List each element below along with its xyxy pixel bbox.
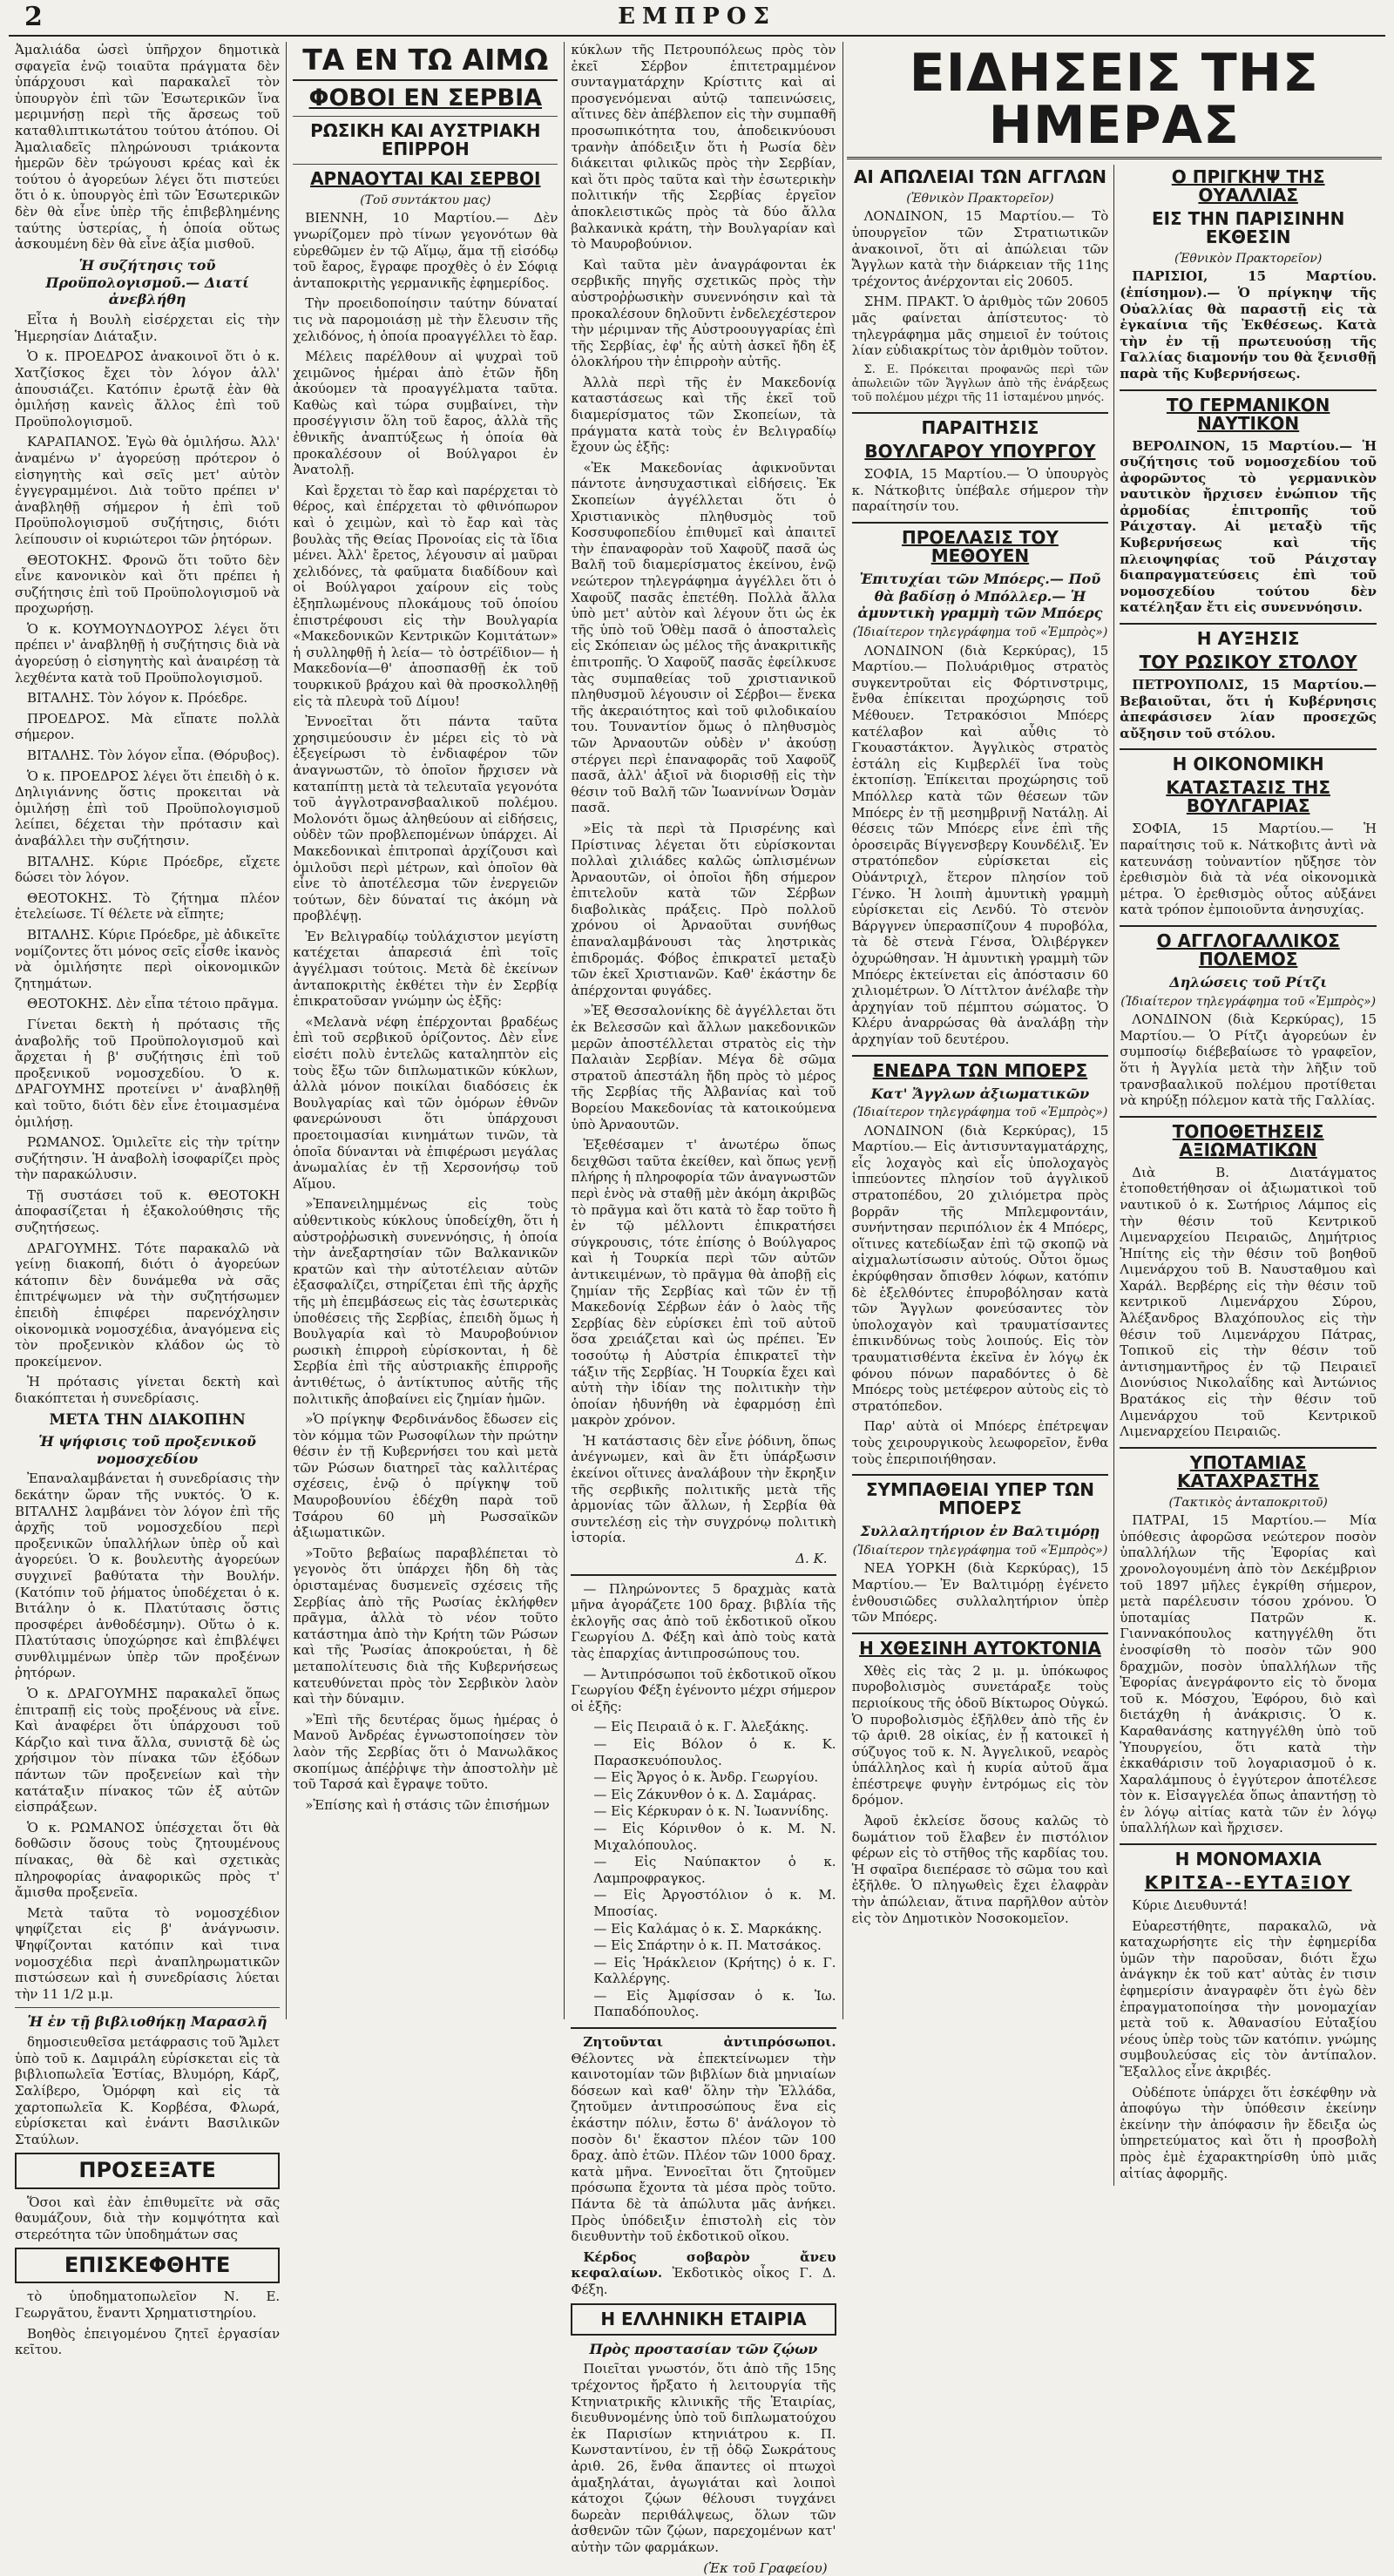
paragraph: τὸ ὑποδηματοπωλεῖον Ν. Ε. Γεωργᾶτου, ἔναντι Χρηματιστηρίου. [15, 2289, 281, 2322]
news-heading: ΕΙΣ ΤΗΝ ΠΑΡΙΣΙΝΗΝ ΕΚΘΕΣΙΝ [1151, 208, 1345, 247]
paragraph: Ἐξεθέσαμεν τ' ἀνωτέρω ὅπως δειχθῶσι ταῦτα ἐκείθεν, καὶ ὅπως γενῇ πλήρης ἡ πληροφορία τῶν ἀναγνωστῶν περὶ ἐνὸς νὰ σταθῇ μὲν ἀκόμη ἀκριβῶς τὸ πρᾶγμα καὶ ὅτι κατὰ τὸ ἔαρ τοῦτο ἢ ἐν τῷ μέλλοντι ἐπικρατήσει σύγκρουσις, τότε ἐπίσης ὁ Βούλγαρος καὶ ἡ Τουρκία περὶ τῶν αὐτῶν ἀντικειμένων, τὸ πρᾶγμα θὰ ἀποβῇ εἰς ζημίαν τῆς Σερβίας καὶ τῶν ἐν τῇ Μακεδονίᾳ Σέρβων ἐάν ὁ λαὸς τῆς Σερβίας δὲν εὑρίσκει ἐπὶ τοῦ αὐτοῦ ὅσα χρειάζεται καὶ ὡς πρέπει. Ἐν τοσούτῳ ἡ Αὐστρία ἐπικρατεῖ τὴν τάξιν τῆς Σερβίας. Ἡ Τουρκία ἔχει καὶ αὐτὴ τὴν ἰδίαν της πολιτικὴν τὴν ὁποίαν ἠδυνήθη νὰ ἐφαρμόσῃ ἐπὶ μακρὸν χρόνον. [571, 1137, 836, 1429]
news-of-the-day [843, 42, 1385, 2181]
paragraph: Σ. Ε. Πρόκειται προφανῶς περὶ τῶν ἀπωλειῶν τῶν Ἄγγλων ἀπὸ τῆς ἐνάρξεως τοῦ πολέμου μέχρι τῆς 11 ἱσταμένου μηνός. [851, 362, 1109, 404]
paragraph: Ἀλλὰ περὶ τῆς ἐν Μακεδονίᾳ καταστάσεως καὶ τῆς ἐκεῖ τοῦ διαμερίσματος τῶν Σκοπείων, τὰ πράγματα κατὰ τοὺς ἐν Βελιγραδίῳ ἔχουν ὡς ἑξῆς: [571, 374, 836, 456]
news-subcolumns [847, 165, 1382, 2186]
news-heading: ΥΠΟΤΑΜΙΑΣ ΚΑΤΑΧΡΑΣΤΗΣ [1176, 1451, 1320, 1491]
paragraph: ΠΕΤΡΟΥΠΟΛΙΣ, 15 Μαρτίου.— Βεβαιοῦται, ὅτι ἡ Κυβέρνησις ἀπεφάσισεν λίαν προσεχῶς αὔξησιν τοῦ στόλου. [1120, 677, 1377, 741]
paragraph: Ὁ κ. ΠΡΟΕΔΡΟΣ ἀνακοινοῖ ὅτι ὁ κ. Χατζίσκος ἔχει τὸν λόγον ἀλλ' ἀπουσιάζει. Κατόπιν ἐρωτᾷ ἐὰν θὰ ὁμιλήσῃ κανεὶς ἄλλος ἐπὶ τοῦ Προϋπολογισμοῦ. [15, 348, 281, 429]
divider [293, 116, 558, 117]
paragraph: Ἡ πρότασις γίνεται δεκτὴ καὶ διακόπτεται ἡ συνεδρίασις. [15, 1374, 281, 1407]
paragraph: Οὐδέποτε ὑπάρχει ὅτι ἐσκέφθην νὰ ἀποφύγω τὴν ὑπόθεσιν ἐκείνην ἐκείνην τὴν ἀπόφασιν ἣν ἔδειξα ὡς ὑπηρετεύματος καὶ ὅτι ἡ προσβολὴ πρὸς ἐμὲ ἐχαρακτηρίσθη ὑπὸ μιᾶς αἰτίας ἀφορμῆς. [1120, 2084, 1377, 2181]
divider [1120, 623, 1377, 625]
paragraph: Ὁ κ. ΠΡΟΕΔΡΟΣ λέγει ὅτι ἐπειδὴ ὁ κ. Δηλιγιάννης ὅστις προκειται νὰ ὁμιλήσῃ ἐπὶ τοῦ Προϋπολογισμοῦ λείπει, δέχεται τὴν πρότασιν καὶ ἀναβάλλει τὴν συζήτησιν. [15, 767, 281, 849]
paragraph: — Πληρώνοντες 5 δραχμὰς κατὰ μῆνα ἀγοράζετε 100 δραχ. βιβλία τῆς ἐκλογῆς σας ἀπὸ τοῦ ἐκδοτικοῦ οἴκου Γεωργίου Δ. Φέξη καὶ ἀπὸ τοὺς κατὰ τὰς ἐπαρχίας ἀντιπροσώπους του. [571, 1580, 836, 1661]
list-item: — Εἰς Κέρκυραν ὁ κ. Ν. Ἰωαννίδης. [593, 1803, 829, 1820]
paragraph: ΛΟΝΔΙΝΟΝ (διὰ Κερκύρας), 15 Μαρτίου.— Ὁ Ρίτζι ἀγορεύων ἐν συμποσίῳ διέβεβαίωσε τὸ γραφεῖον, ὅτι ἡ Ἀγγλία μετὰ τὴν λῆξιν τοῦ τρανσβααλικοῦ πολέμου προτίθεται νὰ κηρύξῃ πόλεμον κατὰ τῆς Γαλλίας. [1120, 1011, 1377, 1109]
column-3-continuation [565, 42, 842, 2576]
masthead [9, 0, 1385, 37]
ad-heading: ΕΠΙΣΚΕΦΘΗΤΕ [64, 2253, 231, 2278]
paragraph: »Ἐπὶ τῆς δευτέρας ὅμως ἡμέρας ὁ Μανοῦ Ἀνδρέας ἐγνωστοποίησεν τὸν λαὸν τῆς Σερβίας ὅτι ὁ Μανωλᾶκος σκοπίμως ἀπέῤῥιψε τὴν ἀποστολὴν μὲ τοῦ Ταρσά καὶ ἔγραψε τοῦτο. [293, 1711, 558, 1793]
news-subcolumn-b [1114, 165, 1382, 2186]
news-heading: ΠΑΡΑΙΤΗΣΙΣ [921, 417, 1039, 439]
paragraph: Ὁ κ. ΔΡΑΓΟΥΜΗΣ παρακαλεῖ ὅπως ἐπιτραπῇ εἰς τοὺς προξένους νὰ εἶνε. Καὶ ἀναφέρει ὅτι ὑπάρχουσι τοῦ Κάρζιο καὶ τινα ἄλλα, συνιστᾷ δὲ ὡς χρήσιμον τὸν πίνακα τῶν ἐξόδων πάντων τῶν προξενείων καὶ τὴν κατάταξιν πίνακος τῶν ἐξ αὐτῶν εἰσπράξεων. [15, 1686, 281, 1815]
paragraph: Εὐαρεστήθητε, παρακαλῶ, νὰ καταχωρήσητε εἰς τὴν ἐφημερίδα ὑμῶν τὴν παροῦσαν, διότι ἔχω ἀνάγκην ἐκ τοῦ κατ' αὐτὰς ἐν τισιν ἐφημερίσιν ἀναγραφὲν ὅτι ἐγὼ δὲν ἐπραγματοποίησα τὴν μονομαχίαν μετὰ τοῦ κ. Ἀθανασίου Εὐταξίου νέους ὑπὲρ τοὺς τῶν κατόπιν. γνώμης συμβουλεύσας εἰς τὸν ἀντίπαλον. Ἔξαλλος εἶνε ἀκριβές. [1120, 1917, 1377, 2079]
paragraph: Ἀμαλιάδα ὡσεὶ ὑπῆρχον δημοτικὰ σφαγεῖα ἐνῷ τοιαῦτα πράγματα δὲν ὑπάρχουσι καὶ παρακαλεῖ τὸν ὑπουργὸν ἐπὶ τῶν Ἐσωτερικῶν ἵνα μεριμνήσῃ περὶ τῆς ἄρσεως τοῦ καταθλιπτικωτάτου τούτου ἀτόπου. Οἱ Ἀμαλιαδεῖς πληρώνουσι τριάκοντα ἡμερῶν δὲν τρώγουσι κρέας καὶ ἐκ τούτου ὁ ἀγορεύων λέγει ὅτι πιστεύει ὅτι ὁ κ. ὑπουργὸς ἐπὶ τῶν Ἐσωτερικῶν δὲν θὰ εἶνε ὑπὲρ τῆς ἐπιβεβλημένης ταύτης ὑστερίας, ἡ ὁποία οὕτως ἀσκουμένη δὲν θὰ εἶνε ἀξία μισθοῦ. [15, 42, 281, 253]
paragraph: ΘΕΟΤΟΚΗΣ. Δὲν εἶπα τέτοιο πρᾶγμα. [27, 996, 279, 1012]
news-heading: ΚΡΙΤΣΑ--ΕΥΤΑΞΙΟΥ [1144, 1872, 1352, 1894]
column-2-balkans [287, 42, 565, 2019]
paragraph: ΒΙΤΑΛΗΣ. Τὸν λόγον εἶπα. (Θόρυβος). [27, 747, 281, 764]
column-1-parliament [9, 42, 287, 2358]
list-item: — Εἰς Βόλον ὁ κ. Κ. Παρασκευόπουλος. [593, 1735, 836, 1768]
notice-heading: Η ΕΛΛΗΝΙΚΗ ΕΤΑΙΡΙΑ [600, 2308, 807, 2329]
paragraph: ΛΟΝΔΙΝΟΝ (διὰ Κερκύρας), 15 Μαρτίου.— Εἰς ἀντισυνταγματάρχης, εἷς λοχαγὸς καὶ εἷς ὑπολοχαγὸς ἱππεύοντες πλησίον τοῦ ἀγγλικοῦ στρατοπέδου, 20 χιλιόμετρα πρὸς βορρᾶν τῆς Μπλεμφοντάιν, συνήντησαν περιπόλιον ἐκ 4 Μπόερς, οἵτινες κατεδίωξαν ἐπὶ τῷ σκοπῷ νὰ αἰχμαλωτίσωσιν αὐτούς. Οὗτοι ὅμως ἐκρύφθησαν ὄπισθεν λόφων, κατόπιν δὲ ἐξελθόντες ἐπυροβόλησαν κατὰ τῶν Ἄγγλων φονεύσαντες τὸν ὑπολοχαγὸν καὶ τραυματίσαντες ἐπικινδύνως τοὺς λοιπούς. Εἰς τὸν τραυματισθέντα ἐκεῖνα ἐν λόγῳ ἐκ φόνου πόνων παραδόντες ὁ δὲ Μπόερς τοὺς μετέφερον αὐτοὺς εἰς τὸ στρατόπεδον. [851, 1122, 1109, 1414]
news-source: (Ἐθνικὸν Πρακτορεῖον) [906, 192, 1054, 206]
paragraph: Ἐν Βελιγραδίῳ τοὐλάχιστον μεγίστη κατέχεται ἀπαρεσιά ἐπὶ τοῖς ἀγγέλμασι τούτοις. Μετὰ δὲ ἐκείνων ἀνταποκριτὴς ἐκθέτει τὴν ἐν Σερβίᾳ ἐπικρατοῦσαν γνώμην ὡς ἑξῆς: [293, 928, 558, 1010]
representatives-list [571, 1719, 836, 2020]
news-source: (Ἰδιαίτερον τηλεγράφημα τοῦ «Ἐμπρὸς») [852, 1105, 1108, 1120]
list-item: — Εἰς Κόρινθον ὁ κ. Μ. Ν. Μιχαλόπουλος. [593, 1820, 836, 1853]
section-subheading: Πρὸς προστασίαν τῶν ζῴων [589, 2340, 818, 2357]
news-heading: ΕΝΕΔΡΑ ΤΩΝ ΜΠΟΕΡΣ [872, 1059, 1088, 1081]
paragraph: »Ἐπίσης καὶ ἡ στάσις τῶν ἐπισήμων [305, 1796, 550, 1813]
divider [1120, 1843, 1377, 1845]
news-subcolumn-a [847, 165, 1115, 2186]
divider [1120, 748, 1377, 750]
byline: (Τοῦ συντάκτου μας) [360, 193, 491, 207]
section-banner: ΕΙΔΗΣΕΙΣ ΤΗΣ ΗΜΕΡΑΣ [847, 47, 1382, 159]
paragraph: Καὶ ταῦτα μὲν ἀναγράφονται ἐκ σερβικῆς πηγῆς σχετικῶς πρὸς τὴν αὐστροῤῥωσικὴν συνεννόησιν καὶ τὰ προκαλέσουν δηλοῦντι ἐνδελεχέστερον τὴν μέριμναν τῆς Αὐστροουγγαρίας ἐπὶ τῆς Σερβίας, ἐφ' ἧς αὐτὴ ἀσκεῖ ἤδη ἐξ ὁλοκλήρου τὴν ἐπιρροὴν αὐτῆς. [571, 256, 836, 370]
paragraph: ΚΑΡΑΠΑΝΟΣ. Ἐγὼ θὰ ὁμιλήσω. Ἀλλ' ἀναμένω ν' ἀγορεύσῃ πρότερον ὁ εἰσηγητὴς καὶ σεῖς μετ' αὐτὸν ἐγγεγραμμένοι. Διὰ τοῦτο πρέπει ν' ἀναβληθῇ σήμερον ἡ ἐπὶ τοῦ Προϋπολογισμοῦ συζήτησις, διότι λείπουσιν οἱ κυριώτεροι τῶν ῥητόρων. [15, 434, 281, 547]
headline-sub: ΑΡΝΑΟΥΤΑΙ ΚΑΙ ΣΕΡΒΟΙ [310, 167, 541, 189]
list-item: — Εἰς Καλάμας ὁ κ. Σ. Μαρκάκης. [593, 1920, 822, 1937]
news-heading: Η ΧΘΕΣΙΝΗ ΑΥΤΟΚΤΟΝΙΑ [859, 1637, 1101, 1659]
paragraph: ΔΡΑΓΟΥΜΗΣ. Τότε παρακαλῶ νὰ γείνῃ διακοπή, διότι ὁ ἀγορεύων κάτοπιν δὲν δυνάμεθα νὰ σᾶς ἐπιτρέψωμεν νὰ τὴν συζητήσωμεν ἐπειδὴ ἐπιφέρει παρενόχλησιν οἰκονομικὰ νομοσχέδια, ἀναγόμενα εἰς τὸν προξενικὸν κλάδον ὡς τὸ προκείμενον. [15, 1240, 281, 1369]
news-heading: Ο ΑΓΓΛΟΓΑΛΛΙΚΟΣ ΠΟΛΕΜΟΣ [1156, 930, 1340, 970]
paragraph: »Ἐξ Θεσσαλονίκης δὲ ἀγγέλλεται ὅτι ἐκ Βελεσσῶν καὶ ἄλλων μακεδονικῶν μερῶν ἀποστέλλεται στρατὸς εἰς τὴν Παλαιὰν Σερβίαν. Μέγα δὲ σῶμα στρατοῦ ἀπεστάλη ἤδη πρὸς τὸ μέρος τῆς Σερβίας τῆς Ἀλβανίας καὶ τοῦ Βορείου Μακεδονίας τὰ κατοικούμενα ὑπὸ Ἀρναουτῶν. [571, 1003, 836, 1132]
divider [571, 1574, 836, 1576]
paragraph: δημοσιευθεῖσα μετάφρασις τοῦ Ἄμλετ ὑπὸ τοῦ κ. Δαμιράλη εὑρίσκεται εἰς τὰ βιβλιοπωλεῖα Ἑστίας, Βλυμόρη, Κάρζ, Σαλίβερο, Ὁμόρφη καὶ εἰς τὰ χαρτοπωλεῖα Κ. Κορβέσα, Φλωρά, εὑρίσκεται καὶ ἐνάντι Βασιλικῶν Σταύλων. [15, 2034, 281, 2147]
newspaper-name: ΕΜΠΡΟΣ [618, 3, 776, 30]
news-lead: Κατ' Ἄγγλων ἀξιωματικῶν [870, 1085, 1090, 1102]
page-number: 2 [24, 2, 43, 32]
news-heading: Η ΑΥΞΗΣΙΣ [1196, 628, 1300, 650]
paragraph: Χθὲς εἰς τὰς 2 μ. μ. ὑπόκωφος πυροβολισμὸς συνετάραξε τοὺς περιοίκους τῆς ὁδοῦ Βίκτωρος Οὐγκώ. Ὁ πυροβολισμὸς ἐξῆλθεν ἀπὸ τῆς ἐν τῷ ἀριθ. 28 οἰκίας, ἐν ᾗ κατοικεῖ ἡ σύζυγος τοῦ κ. Ν. Ἀγγελικοῦ, νεαρὸς ὑπάλληλος καὶ ἡ κυρία αὐτοῦ ἅμα ἐπέστρεψε φυγὴν ἐντρόμως εἰς τὸν δρόμον. [851, 1662, 1109, 1809]
paragraph: ΒΙΤΑΛΗΣ. Κύριε Πρόεδρε, μὲ ἀδικεῖτε νομίζοντες ὅτι μόνος σεῖς εἶσθε ἱκανὸς νὰ ὁμιλήσητε περὶ οἰκονομικῶν ζητημάτων. [15, 926, 281, 991]
news-heading: Η ΜΟΝΟΜΑΧΙΑ [1174, 1849, 1322, 1870]
paragraph: Διὰ Β. Διατάγματος ἐτοποθετήθησαν οἱ ἀξιωματικοὶ τοῦ ναυτικοῦ ὁ κ. Σωτήριος Λάμπος εἰς τὴν θέσιν τοῦ Κεντρικοῦ Λιμεναρχείου Πειραιῶς, Δημήτριος Ἠπίτης εἰς τὴν θέσιν τοῦ βοηθοῦ Λιμενάρχου τοῦ Β. Ναυσταθμου καὶ Χαράλ. Βερβέρης εἰς τὴν θέσιν τοῦ κεντρικοῦ Λιμενάρχου Σύρου, Ἀλέξανδρος Βλαχόπουλος εἰς τὴν θέσιν τοῦ Λιμενάρχου Πάτρας, Τοπικοῦ εἰς τὴν θέσιν τοῦ ἀντισημαντῆρος ἐν τῷ Πειραιεῖ Διονύσιος Νικολαΐδης καὶ Ἀντώνιος Βρατάκος εἰς τὴν θέσιν τοῦ Λιμενάρχου τοῦ Κεντρικοῦ Λιμεναρχείου Πειραιῶς. [1120, 1164, 1377, 1440]
paragraph [571, 2034, 836, 2245]
list-item: — Εἰς Σπάρτην ὁ κ. Π. Ματσάκος. [593, 1937, 822, 1954]
list-item: — Εἰς Ἄργος ὁ κ. Ἀνδρ. Γεωργίου. [593, 1769, 819, 1786]
divider [1120, 1447, 1377, 1449]
paragraph [571, 2249, 836, 2298]
paragraph: Ὁ κ. ΚΟΥΜΟΥΝΔΟΥΡΟΣ λέγει ὅτι πρέπει ν' ἀναβληθῇ ἡ συζήτησις διὰ νὰ ἀγορεύσῃ ὁ εἰσηγητὴς καὶ ἀναιρέσῃ τὰ λεχθέντα κατὰ τοῦ Προϋπολογισμοῦ. [15, 620, 281, 686]
news-heading: ΣΥΜΠΑΘΕΙΑΙ ΥΠΕΡ ΤΩΝ ΜΠΟΕΡΣ [865, 1479, 1094, 1519]
news-source: (Τακτικὸς ἀνταποκριτοῦ) [1168, 1495, 1328, 1510]
divider [1120, 925, 1377, 927]
news-heading: ΚΑΤΑΣΤΑΣΙΣ ΤΗΣ ΒΟΥΛΓΑΡΙΑΣ [1166, 777, 1330, 817]
ad-box [15, 2248, 280, 2283]
news-lead: Ἐπιτυχίαι τῶν Μπόερς.— Ποῦ θὰ βαδίσῃ ὁ Μπόλλερ.— Ἡ ἀμυντικὴ γραμμὴ τῶν Μπόερς [857, 570, 1103, 622]
divider [852, 1055, 1109, 1057]
paragraph: Ποιεῖται γνωστόν, ὅτι ἀπὸ τῆς 15ης τρέχοντος ἤρξατο ἡ λειτουργία τῆς Κτηνιατρικῆς κλινικῆς τῆς Ἑταιρίας, διευθυνομένης ὑπὸ τοῦ διπλωματούχου ἐκ Παρισίων κτηνιάτρου κ. Π. Κωνσταντίνου, ἐν τῇ ὁδῷ Σωκράτους ἀριθ. 26, ἔνθα ἅπαντες οἱ πτωχοὶ ἀμαξηλάται, ἀγωγιάται καὶ λοιποὶ κάτοχοι ζῴων θέλουσι τυγχάνει δωρεὰν περιθάλψεως, ὅλων τῶν ἀσθενῶν τῶν ζῴων, παρεχομένων κατ' αὐτὴν τῶν φαρμάκων. [571, 2361, 836, 2555]
news-heading: Η ΟΙΚΟΝΟΜΙΚΗ [1172, 754, 1324, 775]
section-subheading: Ἡ ψήφισις τοῦ προξενικοῦ νομοσχεδίου [38, 1432, 256, 1467]
paragraph: Τὴν προειδοποίησιν ταύτην δύναταί τις νὰ παρομοιάσῃ μὲ τὴν ἔλευσιν τῆς χελιδόνος, ἡ ὁποία προαγγέλλει τὸ ἔαρ. [293, 295, 558, 344]
paragraph: »Τοῦτο βεβαίως παραβλέπεται τὸ γεγονὸς ὅτι ὑπάρχει ἤδη δὴ τὰς ὁρισταμένας δυσμενεῖς σχέσεις τῆς Σερβίας ἀπὸ τῆς Ρωσίας ἐκλήφθεν πρᾶγμα, ἀλλὰ τὸ νέον τοῦτο κατάστημα ἀπὸ τὴν Κρήτη τῶν Ρώσων καὶ τῆς Ῥωσίας ἀποκρούεται, ἡ δὲ μεταπολίτευσις διὰ τῆς Κυβερνήσεως κατευθύνεται πρὸς τὸν Σερβικὸν λαὸν καὶ τὴν δύναμιν. [293, 1545, 558, 1707]
news-lead: Συλλαλητήριον ἐν Βαλτιμόρῃ [860, 1523, 1100, 1540]
news-source: (Ἰδιαίτερον τηλεγράφημα τοῦ «Ἐμπρὸς») [1120, 994, 1377, 1009]
paragraph: ΠΡΟΕΔΡΟΣ. Μὰ εἴπατε πολλὰ σήμερον. [15, 710, 281, 743]
paragraph: ΘΕΟΤΟΚΗΣ. Φρονῶ ὅτι τοῦτο δὲν εἶνε κανονικὸν καὶ ὅτι πρέπει ἡ συζήτησις ἐπὶ τοῦ Προϋπολογισμοῦ νὰ προχωρήσῃ. [15, 551, 281, 617]
paragraph: «Μελανὰ νέφη ἐπέρχονται βραδέως ἐπὶ τοῦ σερβικοῦ ὁρίζοντος. Δὲν εἶνε εἰσέτι πολὺ ἐντελῶς καταληπτὸν εἰς τοὺς ἔξω τῶν διπλωματικῶν κύκλων, ἀλλὰ μόνον ποικίλαι διαδόσεις ἐκ Βουλγαρίας καὶ τῶν ὁμόρων ἐθνῶν φανερώνουσι ὅτι ὑπάρχουσι προετοιμασίαι κινημάτων τινῶν, τὰ ὁποῖα δύνανται νὰ ἐπιφέρωσι μεγάλας ἀνωμαλίας ἐν τῇ Χερσονήσῳ τοῦ Αἵμου. [293, 1013, 558, 1192]
paragraph: ΛΟΝΔΙΝΟΝ, 15 Μαρτίου.— Τὸ ὑπουργεῖον τῶν Στρατιωτικῶν ἀνακοινοῖ, ὅτι αἱ ἀπώλειαι τῶν Ἄγγλων κατὰ τὴν διάρκειαν τῆς 11ης τρέχοντος ἀνέρχονται εἰς 20605. [851, 208, 1109, 289]
divider [1120, 389, 1377, 391]
news-lead: Δηλώσεις τοῦ Ρίτζι [1169, 973, 1328, 991]
headline: ΤΑ ΕΝ ΤΩ ΑΙΜΩ [293, 45, 558, 81]
paragraph: Ἡ κατάστασις δὲν εἶνε ῥόδινη, ὅπως ἀνέγνωμεν, καὶ ἂν ἔτι ὑπάρξωσιν ἐκείνοι οἵτινες ἀναλάβουν τὴν ἔκρηξιν τῆς σερβικῆς πολιτικῆς μετὰ τῆς ἁρμονίας τῶν ἄλλων, ἡ Σερβία θὰ συντελέσῃ εἰς τὴν συγχρόνῳ πολιτικὴ ἱστορία. [571, 1432, 836, 1546]
paragraph: «Ἐκ Μακεδονίας ἀφικνοῦνται πάντοτε ἀνησυχαστικαὶ εἰδήσεις. Ἐκ Σκοπείων ἀγγέλλεται ὅτι ὁ Χριστιανικὸς πληθυσμὸς τοῦ Κοσσυφοπεδίου ἐπιθυμεῖ καὶ ἀπαιτεῖ τὴν ἐπαναφορὰν τοῦ Χαφοῦζ πασᾶ ὡς Βαλῆ τοῦ διαμερίσματος ἐκείνου, ἐνῷ νεώτερον τηλεγράφημα ἀγγέλλει ὅτι ὁ Χαφοῦζ πασᾶς ἐπετέθη. Πολλὰ ἄλλα ὑπὸ μετ' αὐτὸν καὶ λέγουν ὅτι ὡς ἐκ τῆς ὑπὸ τοῦ Ὁθὲμ πασᾶ ὁ ἀποσταλεὶς εἰς Σκόπειαν ὡς μέλος τῆς ἀνακριτικῆς ἐπιτροπῆς. Ὁ Χαφοῦζ πασᾶς ἐφείλκυσε τὰς συμπαθείας τοῦ χριστιανικοῦ πληθυσμοῦ λέγουσιν οἱ Σέρβοι— ἕνεκα τῆς ἀκεραιότητος καὶ τοῦ φιλοδικαίου του. Τουναντίον ὅμως ὁ πληθυσμὸς τῶν Ἀρναουτῶν οὐδὲν ν' ἀκούσῃ στέργει περὶ ἐπαναφορᾶς τοῦ Χαφοῦζ πασᾶ, ἀλλ' ἀξιοῖ νὰ διορισθῇ εἰς τὴν θέσιν τοῦ Βαλῆ τῶν Ἰωαννίνων Ὀσμὰν πασᾶ. [571, 459, 836, 816]
paragraph: Παρ' αὐτὰ οἱ Μπόερς ἐπέτρεψαν τοὺς χειρουργικοὺς λεωφορεῖον, ἔνθα τοὺς ἐπεριποιήθησαν. [851, 1418, 1109, 1467]
section-heading: ΜΕΤΑ ΤΗΝ ΔΙΑΚΟΠΗΝ [49, 1410, 246, 1429]
paragraph: Ἀφοῦ ἐκλείσε ὅσους καλῶς τὸ δωμάτιον τοῦ ἔλαβεν ἐν πιστόλιον φέρων εἰς τὸ στῆθος τῆς καρδίας του. Ἡ σφαῖρα διεπέρασε τὸ σῶμα του καὶ ἐξῆλθε. Ὁ πληγωθεὶς ἔχει ἐλαφρὰν τὴν ἀπώλειαν, ἅτινα παρῆλθον αὐτὸν εἰς τὸν Δημοτικὸν Νοσοκομεῖον. [851, 1813, 1109, 1926]
source-note: (Ἐκ τοῦ Γραφείου) [703, 2559, 828, 2576]
news-heading: ΤΟΥ ΡΩΣΙΚΟΥ ΣΤΟΛΟΥ [1139, 652, 1357, 673]
news-heading: ΠΡΟΕΛΑΣΙΣ ΤΟΥ ΜΕΘΟΥΕΝ [901, 526, 1059, 566]
paragraph: ΒΙΤΑΛΗΣ. Τὸν λόγον κ. Πρόεδρε. [27, 690, 248, 707]
ad-box [15, 2153, 280, 2188]
paragraph: κύκλων τῆς Πετρουπόλεως πρὸς τὸν ἐκεῖ Σέρβον ἐπιτετραμμένον συνταγματάρχην Κρίστιτς καὶ αἱ προσγενόμεναι αὐτῷ ταπεινώσεις, αἵτινες δὲν ἀπέβλεπον εἰς τὴν συμπαθῆ προσωπικότητα του, ἀποδεικνύουσι τρανὴν ἀπόδειξιν ὅτι ἡ Ρωσία δὲν διάκειται φιλικῶς πρὸς τὴν Σερβίαν, καὶ ὅτι πρὸς ταῦτα καὶ τὴν ἐσωτερικὴν πολιτικήν τῆς Σερβίας ἐργεῖον ἀποκλειστικῶς πρὸς τὰ δύο ἄλλα βαλκανικὰ κράτη, τὴν Βουλγαρίαν καὶ τὸ Μαυροβούνιον. [571, 42, 836, 253]
paragraph: ΣΗΜ. ΠΡΑΚΤ. Ὁ ἀριθμὸς τῶν 20605 μᾶς φαίνεται ἀπίστευτος· τὸ τηλεγράφημα μᾶς σημειοῖ ἐν τούτοις λίαν εὐδιακρίτως τὸν ἀριθμὸν τοῦτον. [851, 294, 1109, 359]
body-text: Ἐκδοτικὸς οἶκος Γ. Δ. Φέξη. [571, 2265, 836, 2297]
news-source: (Ἰδιαίτερον τηλεγράφημα τοῦ «Ἐμπρὸς») [852, 625, 1108, 640]
news-heading: ΒΟΥΛΓΑΡΟΥ ΥΠΟΥΡΓΟΥ [864, 441, 1096, 463]
lead-text: Κέρδος σοβαρὸν ἄνευ κεφαλαίων. [571, 2248, 836, 2282]
news-heading: ΑΙ ΑΠΩΛΕΙΑΙ ΤΩΝ ΑΓΓΛΩΝ [853, 166, 1106, 187]
list-item: — Εἰς Ζάκυνθον ὁ κ. Δ. Σαμάρας. [593, 1786, 817, 1802]
paragraph: »Ἐπανειλημμένως εἰς τοὺς αὐθεντικοὺς κύκλους ὑποδείχθη, ὅτι ἡ αὐστροῤῥωσικὴ συνεννόησις, ἡ ὁποία τὴν ἀνεξαρτησίαν τῶν Βαλκανικῶν κρατῶν καὶ τὴν αὐτοτέλειαν αὐτῶν ἐξασφαλίζει, στηρίζεται ἐπὶ τῆς ἀρχῆς τῆς μὴ ἐπεμβάσεως εἰς τὰς ἐσωτερικὰς ὑποθέσεις τῆς Σερβίας, ἐπειδὴ ὅμως ἡ Βουλγαρία καὶ τὸ Μαυροβούνιον ρωσικὴ ἐπιρροὴ εὑρίσκονται, ἡ δὲ Σερβία ἐπὶ τῆς αὐστριακῆς ἐπιρροῆς ἀντιθέτως, ὁ ἀντίκτυπος αὐτῆς τῆς πολιτικῆς ἀποβαίνει εἰς ζημίαν ἡμῶν. [293, 1196, 558, 1407]
paragraph: ΠΑΡΙΣΙΟΙ, 15 Μαρτίου. (ἐπίσημον).— Ὁ πρίγκηψ τῆς Οὐαλλίας θὰ παραστῇ εἰς τὰ ἐγκαίνια τῆς Ἐκθέσεως. Κατὰ τὴν ἐν τῇ πρωτευούσῃ τῆς Γαλλίας διαμονήν του θὰ ξενισθῇ παρὰ τῆς Κυβερνήσεως. [1120, 268, 1377, 382]
news-source: (Ἐθνικὸν Πρακτορεῖον) [1174, 252, 1323, 266]
ad-heading: ΠΡΟΣΕΞΑΤΕ [78, 2158, 216, 2183]
news-heading: Ο ΠΡΙΓΚΗΨ ΤΗΣ ΟΥΑΛΛΙΑΣ [1171, 166, 1325, 206]
headline-sub: ΡΩΣΙΚΗ ΚΑΙ ΑΥΣΤΡΙΑΚΗ ΕΠΙΡΡΟΗ [310, 119, 541, 159]
paragraph: ΡΩΜΑΝΟΣ. Ὁμιλεῖτε εἰς τὴν τρίτην συζήτησιν. Ἡ ἀναβολὴ ἰσοφαρίζει πρὸς τὴν παρακώλυσιν. [15, 1134, 281, 1183]
paragraph: Ἐπαναλαμβάνεται ἡ συνεδρίασις τὴν δεκάτην ὥραν τῆς νυκτός. Ὁ κ. ΒΙΤΑΛΗΣ λαμβάνει τὸν λόγον ἐπὶ τῆς ἀρχῆς τοῦ νομοσχεδίου περὶ προξενικῶν ὑπαλλήλων ὑπὲρ οὗ καὶ ἀγορεύει. Ὁ κ. βουλευτὴς ἀγορεύων συγχινεῖ βαθύτατα τὴν Βουλήν. (Κατόπιν τοῦ ῥήματος ὑποδέχεται ὁ κ. Βιτάλην ὁ κ. Πλατύτασις ὅστις προσφέρει ἀνθοδέσμην). Οὕτω ὁ κ. Πλατύτασις ὑποχώρησε καὶ ἐπιβλέψει συνθλιμμένων ὑπὲρ τῶν προξένων ῥητόρων. [15, 1471, 281, 1681]
paragraph: Ὁ κ. ΡΩΜΑΝΟΣ ὑπέσχεται ὅτι θὰ δοθῶσιν ὅσους τοὺς ζητουμένους πίνακας, θὰ δὲ καὶ σχετικὰς πληροφορίας ἀναφορικῶς πρὸς τ' ἄμισθα προξενεῖα. [15, 1819, 281, 1901]
list-item: — Εἰς Πειραιᾶ ὁ κ. Γ. Ἀλεξάκης. [593, 1719, 809, 1735]
paragraph: Μέλεις παρέλθουν αἱ ψυχραὶ τοῦ χειμῶνος ἡμέραι ἀπὸ ἐτῶν ἤδη ἀκούομεν τὰ προαγγέλματα ταῦτα. Καθὼς καὶ τώρα συμβαίνει, τὴν προσέγγισιν ὅλη τοῦ ἔαρος, ἀλλὰ τῆς ἐθνικῆς ἀναπτύξεως ἡ ὁποία θὰ προκαλέσουν οἱ Βούλγαροι ἐν Ἀνατολῇ. [293, 348, 558, 478]
headline-sub: ΦΟΒΟΙ ΕΝ ΣΕΡΒΙΑ [308, 84, 543, 112]
divider [852, 412, 1109, 414]
paragraph: Γίνεται δεκτὴ ἡ πρότασις τῆς ἀναβολῆς τοῦ Προϋπολογισμοῦ καὶ ἄρχεται ἡ β' συζήτησις ἐπὶ τοῦ προξενικοῦ νομοσχεδίου. Ὁ κ. ΔΡΑΓΟΥΜΗΣ προτείνει ν' ἀναβληθῇ καὶ τοῦτο, διότι δὲν εἶνε ἑτοιμασμένα ὁμιλήσῃ. [15, 1016, 281, 1130]
news-heading: ΤΟ ΓΕΡΜΑΝΙΚΟΝ ΝΑΥΤΙΚΟΝ [1166, 394, 1330, 434]
divider [571, 2027, 836, 2029]
paragraph: ΒΙΕΝΝΗ, 10 Μαρτίου.— Δὲν γνωρίζομεν πρὸ τίνων γεγονότων θὰ εὑρεθῶμεν ἐν τῷ Αἵμῳ, ἅμα τῇ εἰσόδῳ τοῦ ἔαρος, ἔγραφε προχθὲς ὁ ἐν Σόφιᾳ ἀνταποκριτὴς γερμανικῆς ἐφημερίδος. [293, 210, 558, 291]
paragraph: ΛΟΝΔΙΝΟΝ (διὰ Κερκύρας), 15 Μαρτίου.— Πολυάριθμος στρατὸς συγκεντροῦται εἰς Φόρτινστριμς, ἔνθα ἐπίκειται προχώρησις τοῦ Μέθουεν. Τετρακόσιοι Μπόερς κατέλαβον καὶ αὖθις τὸ Γκουαστάκτον. Ἀγγλικὸς στρατὸς ἐστάλη εἰς Κιμβερλέϊ ἵνα τοὺς ἐκτοπίσῃ. Ἐπίκειται προχώρησις τοῦ Μπόλλερ κατὰ τῶν θέσεων τῶν Μπόερς ἐν τῇ μεσημβρινῇ Νατάλῃ. Αἱ θέσεις τῶν Μπόερς εἶνε ἐπὶ τῆς ὁροσειρᾶς Βίγγενσβεργ Κουνδέλιξ. Ἐν στρατόπεδον εὑρίσκεται εἰς Οὐάντριχλ, ἕτερον πλησίον τοῦ Γένκο. Ἡ λοιπὴ ἀμυντικὴ γραμμὴ εὑρίσκεται εἰς Λενδύ. Τὸ στενὸν Βάργγνεν ὑπερασπίζουν 4 πυροβόλα, τὰ δὲ στενὰ Γένσα, Ὀλιβέργκεν ὀχυρώθησαν. Ἡ ἀμυντικὴ γραμμὴ τῶν Μπόερς ἐκτείνεται εἰς ἀπόστασιν 60 χιλιομέτρων. Ὁ Λίττλτον ἀνέλαβε τὴν ἀρχηγίαν τοῦ πέμπτου σώματος. Ὁ Κλέρυ ἀναρρώσας θὰ ἀναλάβῃ τὴν ἀρχηγίαν τοῦ δευτέρου. [851, 642, 1109, 1047]
divider [852, 1633, 1109, 1634]
section-heading: Ἡ ἐν τῇ βιβλιοθήκῃ Μαρασλῆ [27, 2013, 267, 2031]
divider [1120, 1116, 1377, 1118]
paragraph: ΣΟΦΙΑ, 15 Μαρτίου.— Ἡ παραίτησις τοῦ κ. Νάτκοβιτς ἀντὶ νὰ κατευνάσῃ τοὐναντίον ηὔξησε τὸν ἐρεθισμὸν διὰ τὰ νέα οἰκονομικὰ μέτρα. Ὁ ἐρεθισμὸς οὗτος αὐξάνει κατὰ τρόπον ἐμποιοῦντα ἀνησυχίας. [1120, 821, 1377, 918]
paragraph: ΒΕΡΟΛΙΝΟΝ, 15 Μαρτίου.— Ἡ συζήτησις τοῦ νομοσχεδίου τοῦ ἀφορῶντος τὸ γερμανικὸν ναυτικὸν ἤρχισεν ἐνώπιον τῆς ἀρμοδίας ἐπιτροπῆς τοῦ Ράιχσταγ. Αἱ μεταξὺ τῆς Κυβερνήσεως καὶ τῆς πλειοψηφίας τοῦ Ράιχσταγ διαπραγματεύσεις ἐπὶ τοῦ νομοσχεδίου τούτου δὲν κατέληξαν ἔτι εἰς συνεννόησιν. [1120, 437, 1377, 616]
paragraph: ΠΑΤΡΑΙ, 15 Μαρτίου.— Μία ὑπόθεσις ἀφορῶσα νεώτερον ποσὸν ὑπαλλήλων τῆς Ἐφορίας καὶ χρονολογουμένη ἀπὸ τὸν Δεκέμβριον τοῦ 1897 μῆλες ἐγκρίθη σήμερον, μετὰ παρέλευσιν τόσου χρόνου. Ὁ ὑποταμίας Πατρῶν κ. Γιαννακόπουλος κατηγγέλθη ὅτι ἐνοσφίσθη τὸ ποσὸν τῶν 900 δραχμῶν, ποσὸν ὑπαλλήλων τῆς Ἐφορίας ἀνεγράφοντο εἰς τὸ ὄνομα τοῦ κ. Μόσχου, Ἐφόρου, διὸ καὶ διετάχθη ἡ ἀνάκρισις. Ὁ κ. Καραθανάσης κατηγγέλθη ὑπὸ τοῦ Ὑπουργείου, ὅτι κατὰ τὴν ἐκκαθάρισιν τοῦ λογαριασμοῦ ὁ κ. Χαραλάμπους ὁ ἐγγύτερον ἀποτέλεσε τὸν κ. Εἰσαγγελέα ὅπως ἀπαντήσῃ τὸ ἐν λόγῳ αἰτίας κατὰ τῶν ἐν λόγῳ ὑπαλλήλων καὶ ἤρχισεν. [1120, 1512, 1377, 1836]
paragraph: Τῇ συστάσει τοῦ κ. ΘΕΟΤΟΚΗ ἀποφασίζεται ἡ ἐξακολούθησις τῆς συζητήσεως. [15, 1187, 281, 1236]
author-signature: Δ. Κ. [795, 1551, 828, 1567]
paragraph: — Ἀντιπρόσωποι τοῦ ἐκδοτικοῦ οἴκου Γεωργίου Φέξη ἐγένοντο μέχρι σήμερον οἱ ἑξῆς: [571, 1666, 836, 1714]
paragraph: Βοηθὸς ἐπειγομένου ζητεῖ ἐργασίαν κεῖτου. [15, 2325, 281, 2358]
paragraph: Κύριε Διευθυντά! [1132, 1897, 1249, 1914]
divider [852, 1474, 1109, 1476]
list-item: — Εἰς Ἀμφίσσαν ὁ κ. Ἰω. Παπαδόπουλος. [593, 1987, 836, 2020]
lead-text: Ζητοῦνται ἀντιπρόσωποι. [583, 2034, 836, 2051]
paragraph: Εἶτα ἡ Βουλὴ εἰσέρχεται εἰς τὴν Ἡμερησίαν Διάταξιν. [15, 312, 281, 344]
paragraph: Καὶ ἔρχεται τὸ ἔαρ καὶ παρέρχεται τὸ θέρος, καὶ ἐπέρχεται τὸ φθινόπωρον καὶ ὁ χειμὼν, καὶ τὸ ἔαρ καὶ τὰς βουλὰς τῆς Θείας Προνοίας εἰς τὰ ἴδια μένει. Ἀλλ' ἔρετος, λέγουσιν αἱ μαῦραι χελιδόνες, τὰ φαῦματα διαδίδουν καὶ οἱ Βούλγαροι χαίρουν εἰς τοὺς ἐξηπλωμένους πλοκάμους τοῦ ὁποίου ἐπιστρέφουσι εἰς τὴν Βουλγαρία «Μακεδονικῶν Κεντρικῶν Κομιτάτων» ἡ συλληφθῇ ἡ λεία— τὸ ὀστρέϊδιον— ἡ Μακεδονία—θ' ἀποσπασθῇ ἐκ τοῦ τουρκικοῦ βράχου καὶ θὰ προσκολληθῇ εἰς τὰ πλευρὰ τοῦ Δίμου! [293, 482, 558, 709]
paragraph: ΣΟΦΙΑ, 15 Μαρτίου.— Ὁ ὑπουργὸς κ. Νάτκοβιτς ὑπέβαλε σήμερον τὴν παραίτησίν του. [851, 466, 1109, 515]
paragraph: »Εἰς τὰ περὶ τὰ Πρισρένης καὶ Πρίστινας λέγεται ὅτι εὑρίσκονται πολλαὶ χιλιάδες καλῶς ὡπλισμένων Ἀρναουτῶν, οἱ ὁποῖοι ἤδη σήμερον ἐπιτελοῦν κατὰ τῶν Σέρβων διαβολικὰς πράξεις. Πρὸ πολλοῦ χρόνου οἱ Ἀρναοῦται συνήθως ἐπαναλαμβάνουσι τὰς ληστρικὰς ἐπιδρομάς. Φόβος ἐπικρατεῖ μεταξὺ τῶν ἐκεῖ Χριστιανῶν. Καθ' ἑκάστην δε ἀπέρχονται φυγάδες. [571, 820, 836, 998]
notice-box [571, 2303, 836, 2336]
columns [9, 42, 1385, 2576]
paragraph: ΘΕΟΤΟΚΗΣ. Τὸ ζήτημα πλέον ἐτελείωσε. Τί θέλετε νὰ εἴπητε; [15, 889, 281, 923]
body-text: Θέλοντες νὰ ἐπεκτείνωμεν τὴν καινοτομίαν τῶν βιβλίων διὰ μηνιαίων δόσεων καὶ καθ' ὅλην τὴν Ἑλλάδα, ζητοῦμεν ἀντιπροσώπους ἕνα εἰς ἑκάστην πόλιν, ἔστω δ' ἀνάλογον τὸ ποσὸν δι' ἕκαστον πλέον τῶν 100 δραχ. ἀπὸ ἐτῶν. Πλέον τῶν 1000 δραχ. κατὰ μῆνα. Ἐννοεῖται ὅτι ζητοῦμεν πρόσωπα ἔχοντα τὰ μέσα πρὸς τοῦτο. Πάντα δὲ τὰ ἀπώλυτα μᾶς ἀνήκει. Πρὸς ὑπόδειξιν ἐπιστολὴ εἰς τὸν διευθυντὴν τοῦ ἐκδοτικοῦ οἴκου. [571, 2050, 836, 2245]
news-heading: ΤΟΠΟΘΕΤΗΣΕΙΣ ΑΞΙΩΜΑΤΙΚΩΝ [1172, 1120, 1324, 1160]
section-heading: Ἡ συζήτησις τοῦ Προϋπολογισμοῦ.— Διατί ἀνεβλήθη [45, 256, 249, 308]
paragraph: Ἐννοεῖται ὅτι πάντα ταῦτα χρησιμεύουσιν ἐν μέρει εἰς τὸ νὰ ἐξεγείρωσι τὸ ἐνδιαφέρον τῶν ἀναγνωστῶν, τὸ ὁποῖον ἤρχισεν νὰ καταπίπτῃ μετὰ τὰ τελευταῖα γεγονότα τοῦ ἀγγλοτρανσβααλικοῦ πολέμου. Μολονότι ὅμως ἀληθεύουν αἱ εἰδήσεις, οὐδὲν τῶν προβλεπομένων ὑπάρχει. Αἱ Μακεδονικαὶ ἐπιτροπαὶ ἀρχίζουσι καὶ ὁμιλοῦσι περὶ μέτρων, καὶ ὁποῖον θὰ εἶνε τὸ ἀποτέλεσμα τῶν ἐνεργειῶν τούτων, δὲν δύναταί τις ἀκόμη νὰ προβλέψῃ. [293, 713, 558, 924]
news-source: (Ἰδιαίτερον τηλεγράφημα τοῦ «Ἐμπρὸς») [852, 1543, 1108, 1558]
divider [293, 164, 558, 165]
paragraph: Ὅσοι καὶ ἐὰν ἐπιθυμεῖτε νὰ σᾶς θαυμάζουν, διὰ τὴν κομψότητα καὶ στερεότητα τῶν ὑποδημάτων σας [15, 2194, 281, 2242]
paragraph: »Ὁ πρίγκηψ Φερδινάνδος ἔδωσεν εἰς τὸν κόμμα τῶν Ρωσοφίλων τὴν πρώτην θέσιν ἐν τῇ Κυβερνήσει του καὶ μετὰ τῶν Ρώσων διατηρεῖ τὰς καλλιτέρας σχέσεις, ἐνῷ ὁ πρίγκηψ τοῦ Μαυροβουνίου ἐδέχθη παρὰ τοῦ Τσάρου 60 μὴ Ρωσσαϊκῶν ἀξιωματικῶν. [293, 1411, 558, 1541]
divider [852, 522, 1109, 524]
paragraph: ΝΕΑ ΥΟΡΚΗ (διὰ Κερκύρας), 15 Μαρτίου.— Ἐν Βαλτιμόρῃ ἐγένετο ἐνθουσιῶδες συλλαλητήριον ὑπὲρ τῶν Μπόερς. [851, 1560, 1109, 1626]
paragraph: Μετὰ ταῦτα τὸ νομοσχέδιον ψηφίζεται εἰς β' ἀνάγνωσιν. Ψηφίζονται κατόπιν καὶ τινα νομοσχέδια περὶ ἀναπληρωματικῶν πιστώσεων καὶ ἡ συνεδρίασις λύεται τὴν 11 1/2 μ.μ. [15, 1904, 281, 2002]
paragraph: ΒΙΤΑΛΗΣ. Κύριε Πρόεδρε, εἴχετε δώσει τὸν λόγον. [15, 853, 281, 886]
list-item: — Εἰς Ἀργοστόλιον ὁ κ. Μ. Μποσίας. [593, 1887, 836, 1919]
divider [15, 2007, 280, 2008]
list-item: — Εἰς Ναύπακτον ὁ κ. Λαμπροφραγκος. [593, 1854, 836, 1886]
list-item: — Εἰς Ἡράκλειον (Κρήτης) ὁ κ. Γ. Καλλέργης. [593, 1954, 836, 1987]
